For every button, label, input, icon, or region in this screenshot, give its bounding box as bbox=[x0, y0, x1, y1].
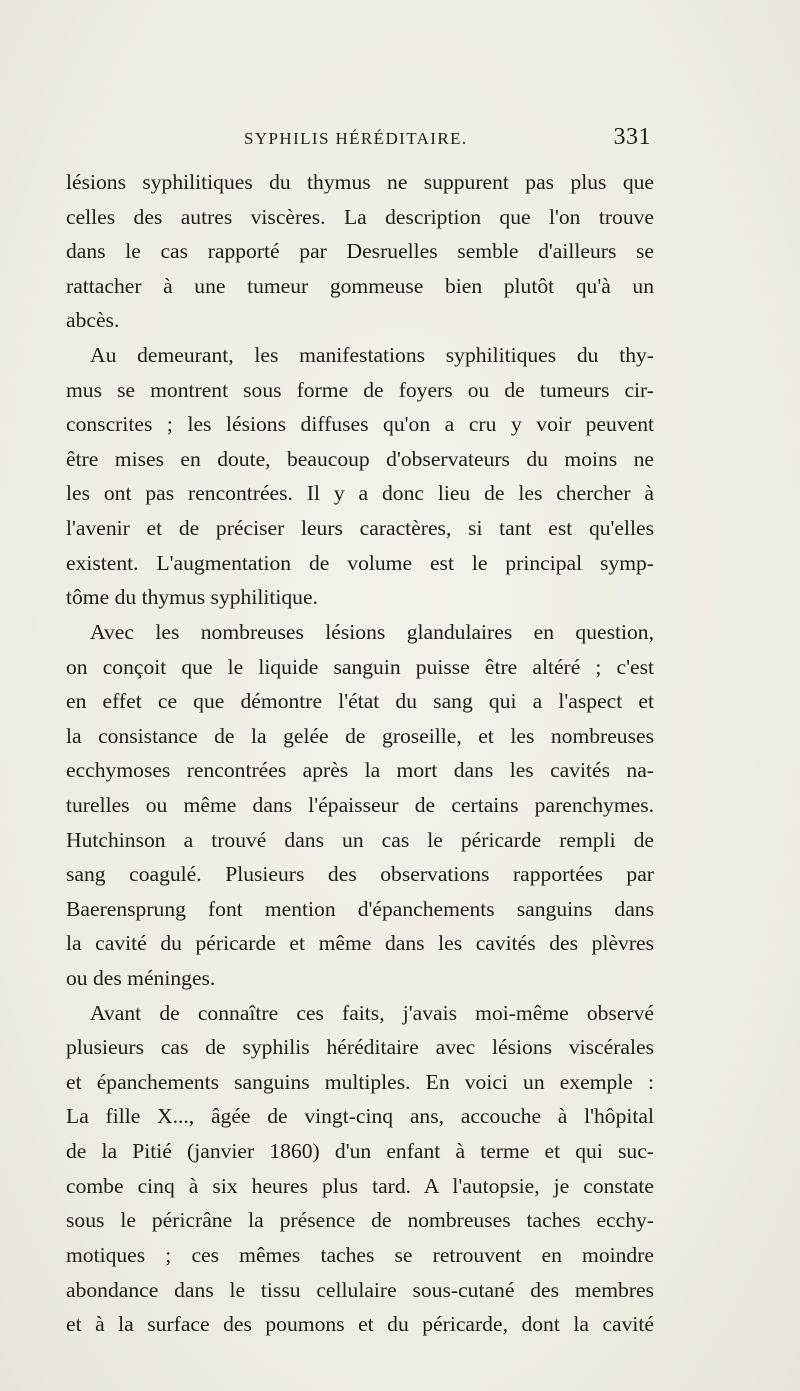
paragraph-start-line: Avant de connaître ces faits, j'avais moi-même observé bbox=[90, 1000, 654, 1025]
text-line: combe cinq à six heures plus tard. A l'autopsie, je constate bbox=[66, 1173, 654, 1198]
text-line: La fille X..., âgée de vingt-cinq ans, accouche à l'hôpital bbox=[66, 1104, 654, 1129]
text-line: la consistance de la gelée de groseille, et les nombreuses bbox=[66, 723, 654, 748]
text-line: la cavité du péricarde et même dans les cavités des plèvres bbox=[66, 931, 654, 956]
text-line: turelles ou même dans l'épaisseur de certains parenchymes. bbox=[66, 792, 654, 817]
page-header bbox=[68, 124, 653, 157]
text-line: tôme du thymus syphilitique. bbox=[66, 585, 318, 610]
text-line: Baerensprung font mention d'épanchements sanguins dans bbox=[66, 896, 654, 921]
text-line: de la Pitié (janvier 1860) d'un enfant à terme et qui suc- bbox=[66, 1139, 654, 1164]
body-text bbox=[66, 165, 654, 1342]
running-title: SYPHILIS HÉRÉDITAIRE. bbox=[244, 129, 468, 148]
text-line: ou des méninges. bbox=[66, 966, 216, 991]
text-line: plusieurs cas de syphilis héréditaire avec lésions viscérales bbox=[66, 1035, 654, 1060]
text-line: conscrites ; les lésions diffuses qu'on a cru y voir peuvent bbox=[66, 412, 654, 437]
text-line: lésions syphilitiques du thymus ne suppurent pas plus que bbox=[66, 170, 654, 194]
text-line: motiques ; ces mêmes taches se retrouvent en moindre bbox=[66, 1242, 654, 1267]
text-line: abondance dans le tissu cellulaire sous-cutané des membres bbox=[66, 1277, 654, 1302]
paragraph-start-line: Au demeurant, les manifestations syphilitiques du thy- bbox=[90, 343, 654, 368]
page-number: 331 bbox=[613, 124, 651, 150]
text-line: dans le cas rapporté par Desruelles semble d'ailleurs se bbox=[66, 239, 654, 264]
text-line: rattacher à une tumeur gommeuse bien plutôt qu'à un bbox=[66, 273, 654, 298]
text-line: mus se montrent sous forme de foyers ou de tumeurs cir- bbox=[66, 377, 654, 402]
text-line: celles des autres viscères. La description que l'on trouve bbox=[66, 204, 654, 229]
text-line: on conçoit que le liquide sanguin puisse être altéré ; c'est bbox=[66, 654, 654, 679]
text-line: Hutchinson a trouvé dans un cas le péricarde rempli de bbox=[66, 827, 654, 852]
text-line: les ont pas rencontrées. Il y a donc lieu de les chercher à bbox=[66, 481, 654, 506]
text-line: existent. L'augmentation de volume est le principal symp- bbox=[66, 550, 654, 575]
text-line: en effet ce que démontre l'état du sang qui a l'aspect et bbox=[66, 689, 654, 714]
text-line: abcès. bbox=[66, 308, 120, 333]
paragraph-start-line: Avec les nombreuses lésions glandulaires en question, bbox=[90, 619, 654, 644]
text-line: et à la surface des poumons et du péricarde, dont la cavité bbox=[66, 1312, 654, 1337]
text-line: ecchymoses rencontrées après la mort dans les cavités na- bbox=[66, 758, 654, 783]
text-line: sous le péricrâne la présence de nombreuses taches ecchy- bbox=[66, 1208, 654, 1233]
text-line: l'avenir et de préciser leurs caractères, si tant est qu'elles bbox=[66, 516, 654, 541]
text-line: être mises en doute, beaucoup d'observateurs du moins ne bbox=[66, 446, 654, 471]
text-line: et épanchements sanguins multiples. En voici un exemple : bbox=[66, 1069, 654, 1094]
text-line: sang coagulé. Plusieurs des observations rapportées par bbox=[66, 862, 654, 887]
